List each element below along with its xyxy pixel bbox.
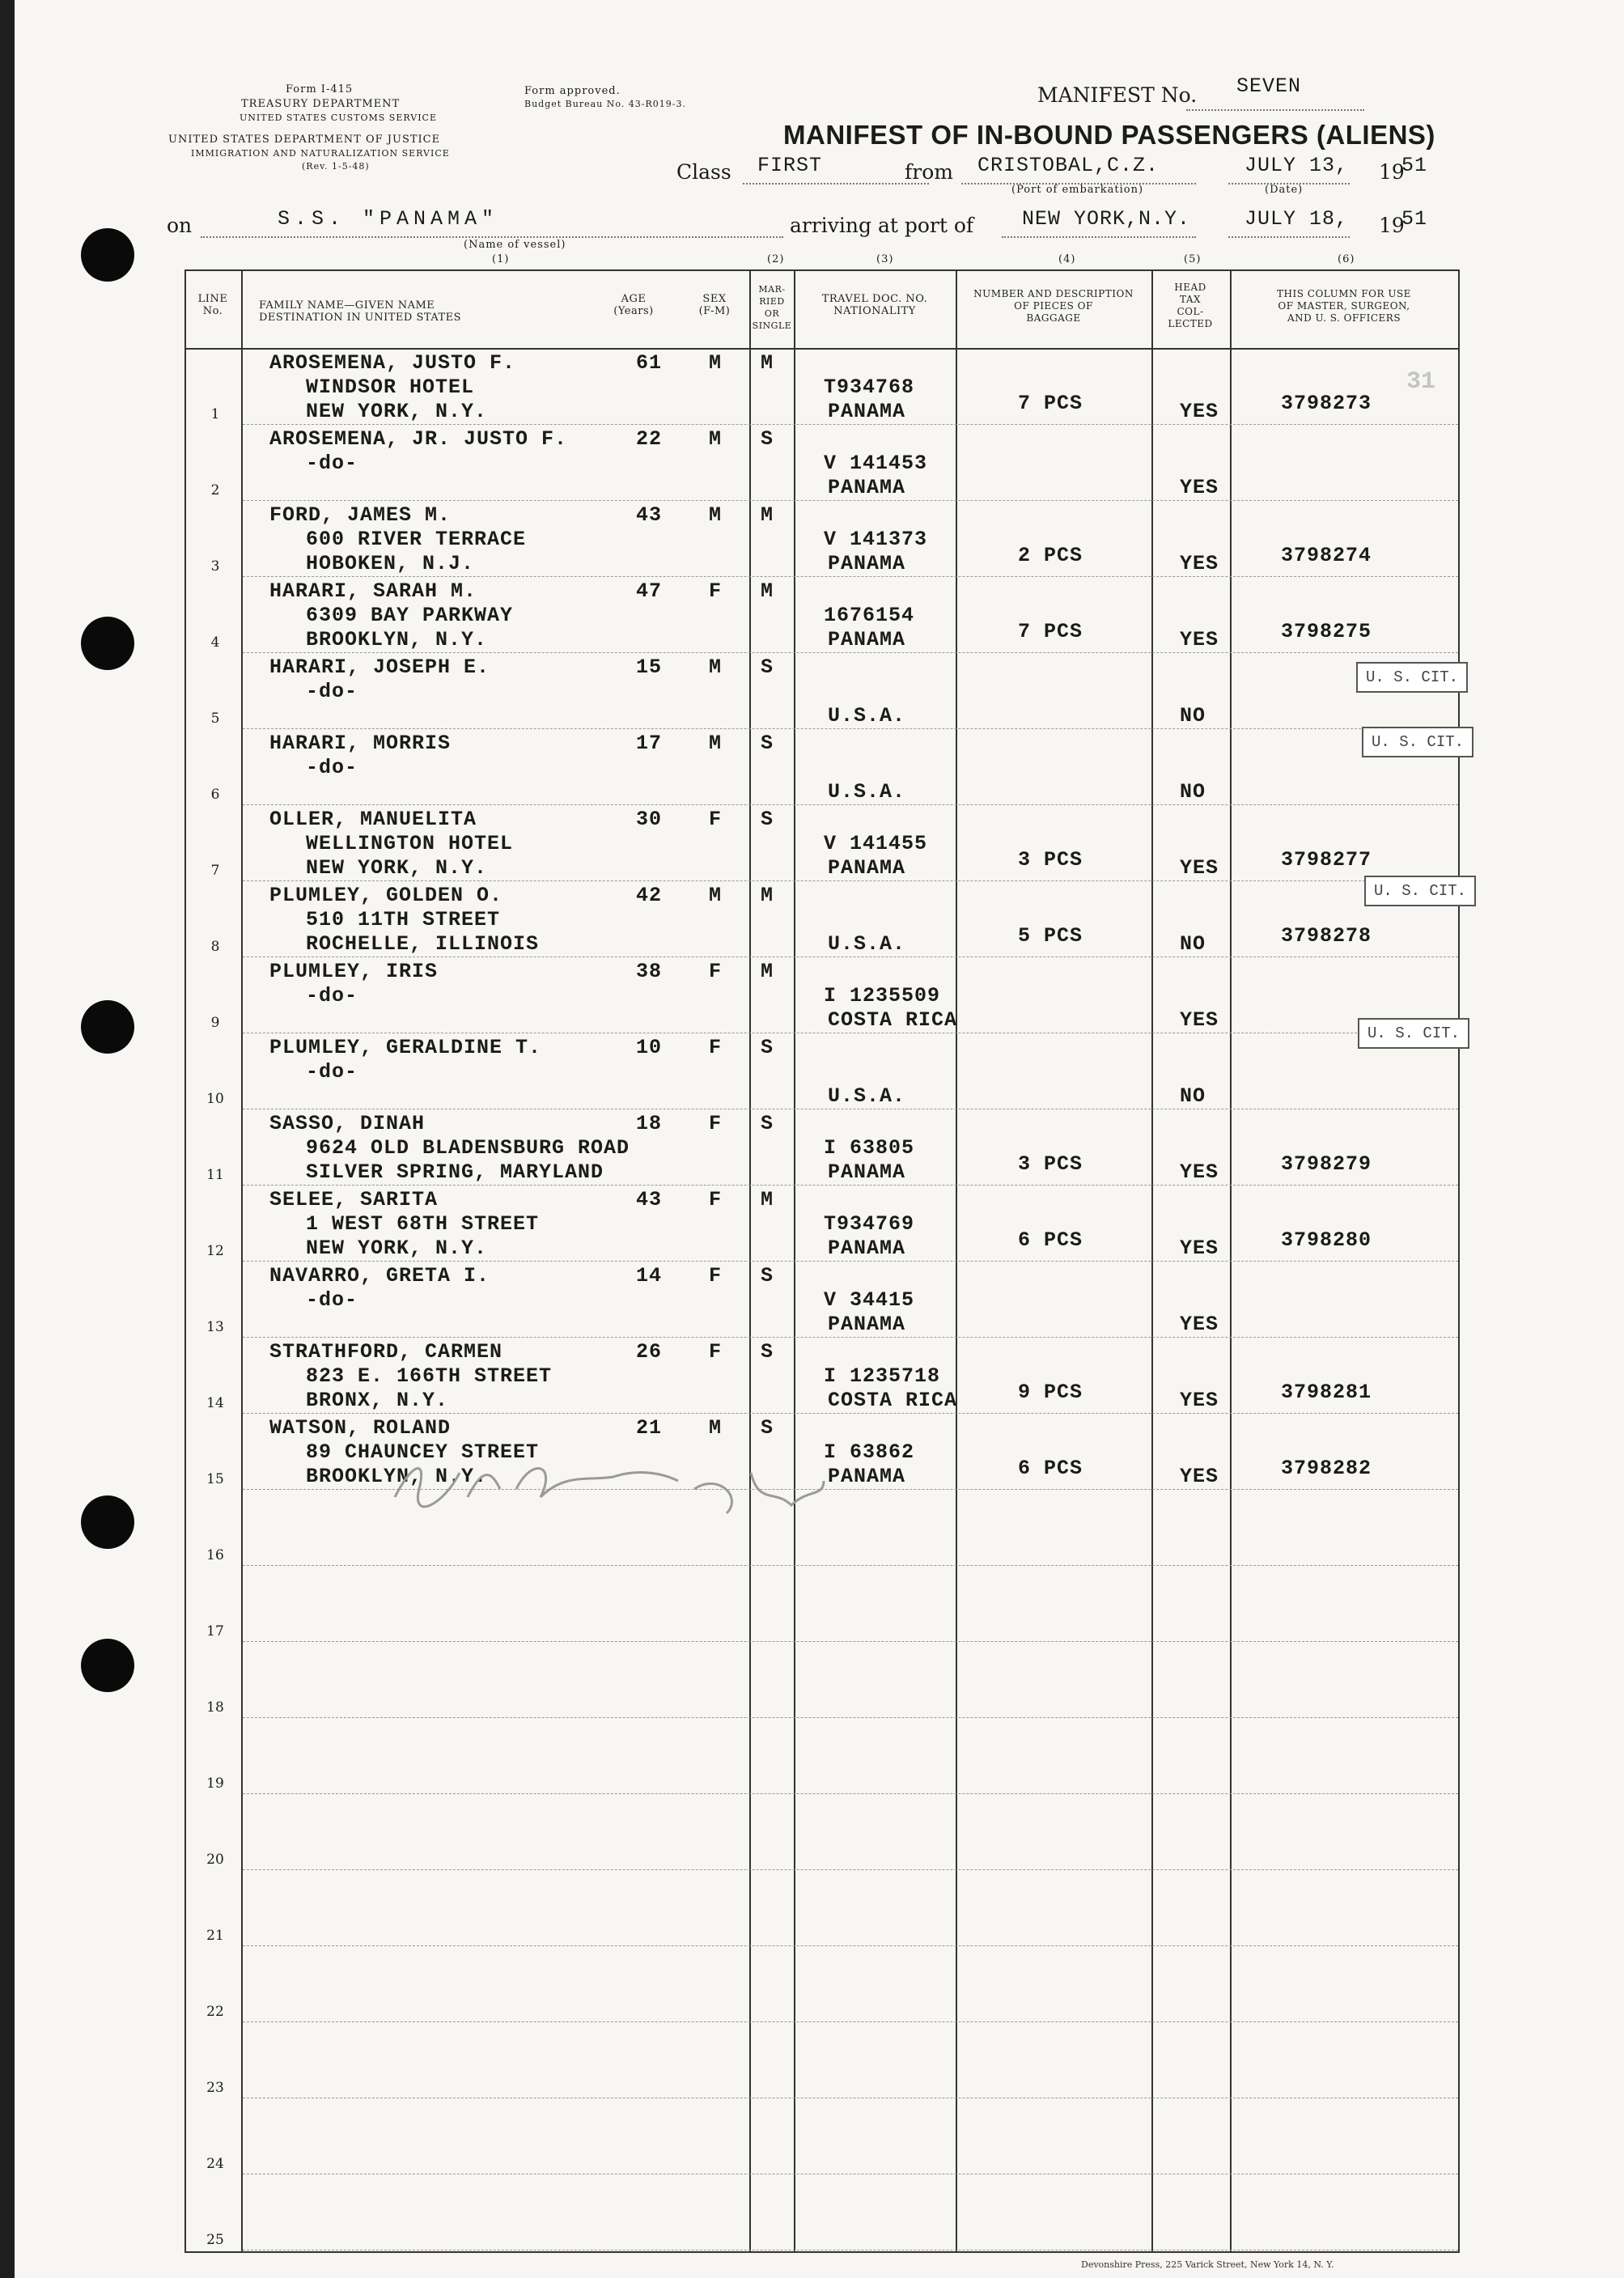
baggage-count: 7 PCS (1018, 620, 1083, 643)
destination-line-2: SILVER SPRING, MARYLAND (306, 1160, 604, 1184)
col-num-2: (2) (767, 253, 785, 265)
destination-line-2: BRONX, N.Y. (306, 1389, 449, 1412)
line-number: 15 (206, 1471, 224, 1487)
travel-doc-number: V 141373 (824, 528, 928, 551)
row-divider (243, 880, 1458, 881)
marital-status: S (761, 1340, 774, 1364)
marital-status: S (761, 1036, 774, 1059)
passenger-name: STRATHFORD, CARMEN (269, 1340, 503, 1364)
officer-number: 3798279 (1281, 1152, 1372, 1176)
baggage-count: 3 PCS (1018, 1152, 1083, 1176)
col-header-tax: HEAD TAX COL- LECTED (1168, 282, 1213, 329)
line-number: 7 (210, 863, 220, 879)
line-number: 14 (206, 1395, 224, 1411)
embarkation-caption: (Port of embarkation) (1011, 184, 1144, 196)
on-label: on (167, 214, 193, 237)
sex: F (709, 1036, 723, 1059)
destination-line-1: -do- (306, 1060, 358, 1084)
officer-number: 3798275 (1281, 620, 1372, 643)
baggage-count: 6 PCS (1018, 1457, 1083, 1480)
marital-status: M (761, 1188, 774, 1211)
passenger-name: HARARI, JOSEPH E. (269, 655, 490, 679)
marital-status: M (761, 503, 774, 527)
line-number: 25 (206, 2232, 224, 2248)
marital-status: S (761, 808, 774, 831)
age: 30 (636, 808, 663, 831)
passenger-name: SASSO, DINAH (269, 1112, 426, 1135)
form-approved: Form approved. (524, 85, 621, 97)
destination-line-1: WINDSOR HOTEL (306, 375, 475, 399)
baggage-count: 2 PCS (1018, 544, 1083, 567)
nationality: PANAMA (828, 1465, 906, 1488)
head-tax: YES (1180, 1008, 1219, 1032)
row-divider (243, 728, 1458, 729)
passenger-table (15, 0, 1624, 2278)
row-divider (243, 1869, 1458, 1870)
col-header-name: FAMILY NAME—GIVEN NAME DESTINATION IN UNITED STATES (259, 299, 462, 324)
marital-status: S (761, 655, 774, 679)
destination-line-1: 1 WEST 68TH STREET (306, 1212, 540, 1236)
sex: F (709, 1188, 723, 1211)
row-divider (243, 1261, 1458, 1262)
officer-number: 3798273 (1281, 392, 1372, 415)
officer-number: 3798282 (1281, 1457, 1372, 1480)
line-number: 22 (206, 2004, 224, 2020)
dept-treasury: TREASURY DEPARTMENT (241, 98, 401, 110)
baggage-count: 9 PCS (1018, 1381, 1083, 1404)
col-header-married: MAR- RIED OR SINGLE (752, 284, 792, 331)
travel-doc-number: V 34415 (824, 1288, 915, 1312)
class-value: FIRST (757, 154, 823, 177)
marital-status: S (761, 1264, 774, 1287)
col-header-sex: SEX (F-M) (698, 293, 731, 317)
row-divider (243, 1945, 1458, 1946)
head-tax: YES (1180, 1160, 1219, 1184)
head-tax: YES (1180, 628, 1219, 651)
marital-status: M (761, 884, 774, 907)
passenger-name: PLUMLEY, GERALDINE T. (269, 1036, 542, 1059)
marital-status: S (761, 1112, 774, 1135)
dept-ins: IMMIGRATION AND NATURALIZATION SERVICE (191, 148, 450, 159)
printer-footer: Devonshire Press, 225 Varick Street, New York 14, N. Y. (1081, 2259, 1334, 2270)
col-num-4: (4) (1058, 253, 1076, 265)
nationality: PANAMA (828, 1313, 906, 1336)
embark-date: JULY 13, (1245, 154, 1349, 177)
line-number: 12 (206, 1243, 224, 1259)
destination-line-1: -do- (306, 452, 358, 475)
row-divider (243, 1413, 1458, 1414)
sex: M (709, 427, 723, 451)
nationality: PANAMA (828, 476, 906, 499)
sex: F (709, 1340, 723, 1364)
marital-status: M (761, 579, 774, 603)
line-number: 1 (210, 406, 220, 422)
sex: M (709, 503, 723, 527)
col-num-5: (5) (1184, 253, 1202, 265)
arrival-port: NEW YORK,N.Y. (1022, 207, 1191, 231)
sex: F (709, 579, 723, 603)
class-label: Class (676, 160, 731, 184)
line-number: 11 (206, 1167, 224, 1183)
row-divider (243, 1185, 1458, 1186)
nationality: PANAMA (828, 400, 906, 423)
destination-line-2: BROOKLYN, N.Y. (306, 1465, 488, 1488)
marital-status: S (761, 1416, 774, 1440)
destination-line-1: WELLINGTON HOTEL (306, 832, 514, 855)
marital-status: S (761, 427, 774, 451)
col-header-age: AGE (Years) (613, 293, 654, 317)
line-number: 3 (210, 558, 220, 575)
head-tax: YES (1180, 1313, 1219, 1336)
head-tax: NO (1180, 704, 1206, 728)
us-citizen-stamp: U. S. CIT. (1356, 662, 1468, 693)
passenger-name: AROSEMENA, JUSTO F. (269, 351, 516, 375)
age: 15 (636, 655, 663, 679)
age: 26 (636, 1340, 663, 1364)
nationality: U.S.A. (828, 780, 906, 804)
arriving-label: arriving at port of (790, 214, 974, 237)
sex: F (709, 1112, 723, 1135)
destination-line-2: HOBOKEN, N.J. (306, 552, 475, 575)
passenger-name: PLUMLEY, GOLDEN O. (269, 884, 503, 907)
head-tax: YES (1180, 476, 1219, 499)
row-divider (243, 1717, 1458, 1718)
date-caption: (Date) (1265, 184, 1304, 196)
marital-status: S (761, 732, 774, 755)
head-tax: NO (1180, 1084, 1206, 1108)
marital-status: M (761, 351, 774, 375)
vessel-caption: (Name of vessel) (464, 239, 566, 251)
row-divider (243, 576, 1458, 577)
embark-year-prefix: 19 (1379, 160, 1405, 184)
us-citizen-stamp: U. S. CIT. (1364, 876, 1476, 906)
us-citizen-stamp: U. S. CIT. (1362, 727, 1473, 757)
row-divider (243, 2021, 1458, 2022)
head-tax: YES (1180, 1389, 1219, 1412)
sex: M (709, 884, 723, 907)
sex: F (709, 808, 723, 831)
head-tax: YES (1180, 856, 1219, 880)
sex: M (709, 655, 723, 679)
sex: M (709, 1416, 723, 1440)
head-tax: YES (1180, 400, 1219, 423)
age: 17 (636, 732, 663, 755)
row-divider (243, 1641, 1458, 1642)
line-number: 17 (206, 1623, 224, 1640)
dept-customs: UNITED STATES CUSTOMS SERVICE (240, 112, 437, 123)
baggage-count: 3 PCS (1018, 848, 1083, 872)
row-divider (243, 1793, 1458, 1794)
row-divider (243, 424, 1458, 425)
travel-doc-number: T934769 (824, 1212, 915, 1236)
destination-line-1: -do- (306, 1288, 358, 1312)
passenger-name: SELEE, SARITA (269, 1188, 439, 1211)
manifest-page (15, 0, 1624, 2278)
arrival-year-prefix: 19 (1379, 214, 1405, 237)
passenger-name: OLLER, MANUELITA (269, 808, 477, 831)
destination-line-1: -do- (306, 756, 358, 779)
manifest-number: SEVEN (1236, 74, 1302, 98)
line-number: 23 (206, 2080, 224, 2096)
row-divider (243, 500, 1458, 501)
travel-doc-number: V 141453 (824, 452, 928, 475)
nationality: U.S.A. (828, 1084, 906, 1108)
officer-number: 3798281 (1281, 1381, 1372, 1404)
age: 18 (636, 1112, 663, 1135)
age: 43 (636, 503, 663, 527)
baggage-count: 6 PCS (1018, 1228, 1083, 1252)
officer-number: 3798280 (1281, 1228, 1372, 1252)
destination-line-2: NEW YORK, N.Y. (306, 1237, 488, 1260)
nationality: PANAMA (828, 1237, 906, 1260)
form-revision: (Rev. 1-5-48) (302, 161, 370, 172)
marital-status: M (761, 960, 774, 983)
baggage-count: 5 PCS (1018, 924, 1083, 948)
age: 47 (636, 579, 663, 603)
line-number: 10 (206, 1091, 224, 1107)
sex: F (709, 960, 723, 983)
destination-line-1: 600 RIVER TERRACE (306, 528, 527, 551)
line-number: 20 (206, 1852, 224, 1868)
dept-justice: UNITED STATES DEPARTMENT OF JUSTICE (168, 134, 441, 146)
row-divider (243, 652, 1458, 653)
travel-doc-number: I 1235509 (824, 984, 941, 1007)
age: 42 (636, 884, 663, 907)
line-number: 4 (210, 634, 220, 651)
vessel-name: S.S. "PANAMA" (278, 207, 499, 231)
embark-year: 51 (1401, 154, 1428, 177)
col-num-3: (3) (876, 253, 894, 265)
destination-line-1: 510 11TH STREET (306, 908, 501, 931)
us-citizen-stamp: U. S. CIT. (1358, 1018, 1469, 1049)
age: 22 (636, 427, 663, 451)
line-number: 2 (210, 482, 220, 498)
age: 10 (636, 1036, 663, 1059)
head-tax: YES (1180, 552, 1219, 575)
sex: M (709, 732, 723, 755)
passenger-name: HARARI, SARAH M. (269, 579, 477, 603)
destination-line-2: BROOKLYN, N.Y. (306, 628, 488, 651)
nationality: PANAMA (828, 552, 906, 575)
passenger-name: FORD, JAMES M. (269, 503, 452, 527)
passenger-name: WATSON, ROLAND (269, 1416, 452, 1440)
age: 21 (636, 1416, 663, 1440)
travel-doc-number: T934768 (824, 375, 915, 399)
col-header-officers: THIS COLUMN FOR USE OF MASTER, SURGEON, AND U. S. OFFICERS (1277, 288, 1411, 324)
nationality: PANAMA (828, 1160, 906, 1184)
destination-line-1: -do- (306, 680, 358, 703)
head-tax: YES (1180, 1465, 1219, 1488)
line-number: 24 (206, 2156, 224, 2172)
handwritten-signature (371, 1440, 840, 1538)
travel-doc-number: I 63805 (824, 1136, 915, 1160)
passenger-name: HARARI, MORRIS (269, 732, 452, 755)
nationality: U.S.A. (828, 704, 906, 728)
destination-line-1: 6309 BAY PARKWAY (306, 604, 514, 627)
nationality: COSTA RICA (828, 1008, 958, 1032)
col-num-6: (6) (1338, 253, 1355, 265)
sex: M (709, 351, 723, 375)
travel-doc-number: 1676154 (824, 604, 915, 627)
line-number: 9 (210, 1015, 220, 1031)
embarkation-port: CRISTOBAL,C.Z. (977, 154, 1160, 177)
arrival-date: JULY 18, (1245, 207, 1349, 231)
officer-number: 3798278 (1281, 924, 1372, 948)
destination-line-2: ROCHELLE, ILLINOIS (306, 932, 540, 956)
head-tax: YES (1180, 1237, 1219, 1260)
head-tax: NO (1180, 780, 1206, 804)
age: 43 (636, 1188, 663, 1211)
manifest-label: MANIFEST No. (1037, 83, 1198, 107)
officer-number: 3798277 (1281, 848, 1372, 872)
arrival-year: 51 (1401, 207, 1428, 231)
nationality: PANAMA (828, 628, 906, 651)
line-number: 6 (210, 787, 220, 803)
destination-line-1: 823 E. 166TH STREET (306, 1364, 553, 1388)
vessel-col-num: (1) (492, 253, 510, 265)
passenger-name: PLUMLEY, IRIS (269, 960, 439, 983)
baggage-count: 7 PCS (1018, 392, 1083, 415)
from-label: from (905, 160, 953, 184)
col-header-baggage: NUMBER AND DESCRIPTION OF PIECES OF BAGGAGE (973, 288, 1134, 324)
passenger-name: AROSEMENA, JR. JUSTO F. (269, 427, 568, 451)
head-tax: NO (1180, 932, 1206, 956)
form-number: Form I-415 (286, 83, 354, 95)
travel-doc-number: I 63862 (824, 1440, 915, 1464)
sex: F (709, 1264, 723, 1287)
passenger-name: NAVARRO, GRETA I. (269, 1264, 490, 1287)
line-number: 19 (206, 1775, 224, 1792)
destination-line-1: 89 CHAUNCEY STREET (306, 1440, 540, 1464)
page-mark: 31 (1406, 368, 1436, 396)
line-number: 13 (206, 1319, 224, 1335)
destination-line-2: NEW YORK, N.Y. (306, 400, 488, 423)
travel-doc-number: I 1235718 (824, 1364, 941, 1388)
age: 61 (636, 351, 663, 375)
destination-line-1: -do- (306, 984, 358, 1007)
col-header-line: LINE No. (197, 293, 228, 317)
manifest-title: MANIFEST OF IN-BOUND PASSENGERS (ALIENS) (783, 120, 1435, 150)
col-header-travel: TRAVEL DOC. NO. NATIONALITY (821, 293, 928, 317)
line-number: 8 (210, 939, 220, 955)
line-number: 5 (210, 711, 220, 727)
line-number: 18 (206, 1699, 224, 1716)
nationality: U.S.A. (828, 932, 906, 956)
age: 14 (636, 1264, 663, 1287)
row-divider (243, 1337, 1458, 1338)
destination-line-1: 9624 OLD BLADENSBURG ROAD (306, 1136, 630, 1160)
travel-doc-number: V 141455 (824, 832, 928, 855)
destination-line-2: NEW YORK, N.Y. (306, 856, 488, 880)
officer-number: 3798274 (1281, 544, 1372, 567)
row-divider (243, 804, 1458, 805)
row-divider (243, 1565, 1458, 1566)
nationality: COSTA RICA (828, 1389, 958, 1412)
budget-bureau: Budget Bureau No. 43-R019-3. (524, 99, 687, 109)
line-number: 16 (206, 1547, 224, 1563)
nationality: PANAMA (828, 856, 906, 880)
line-number: 21 (206, 1928, 224, 1944)
age: 38 (636, 960, 663, 983)
